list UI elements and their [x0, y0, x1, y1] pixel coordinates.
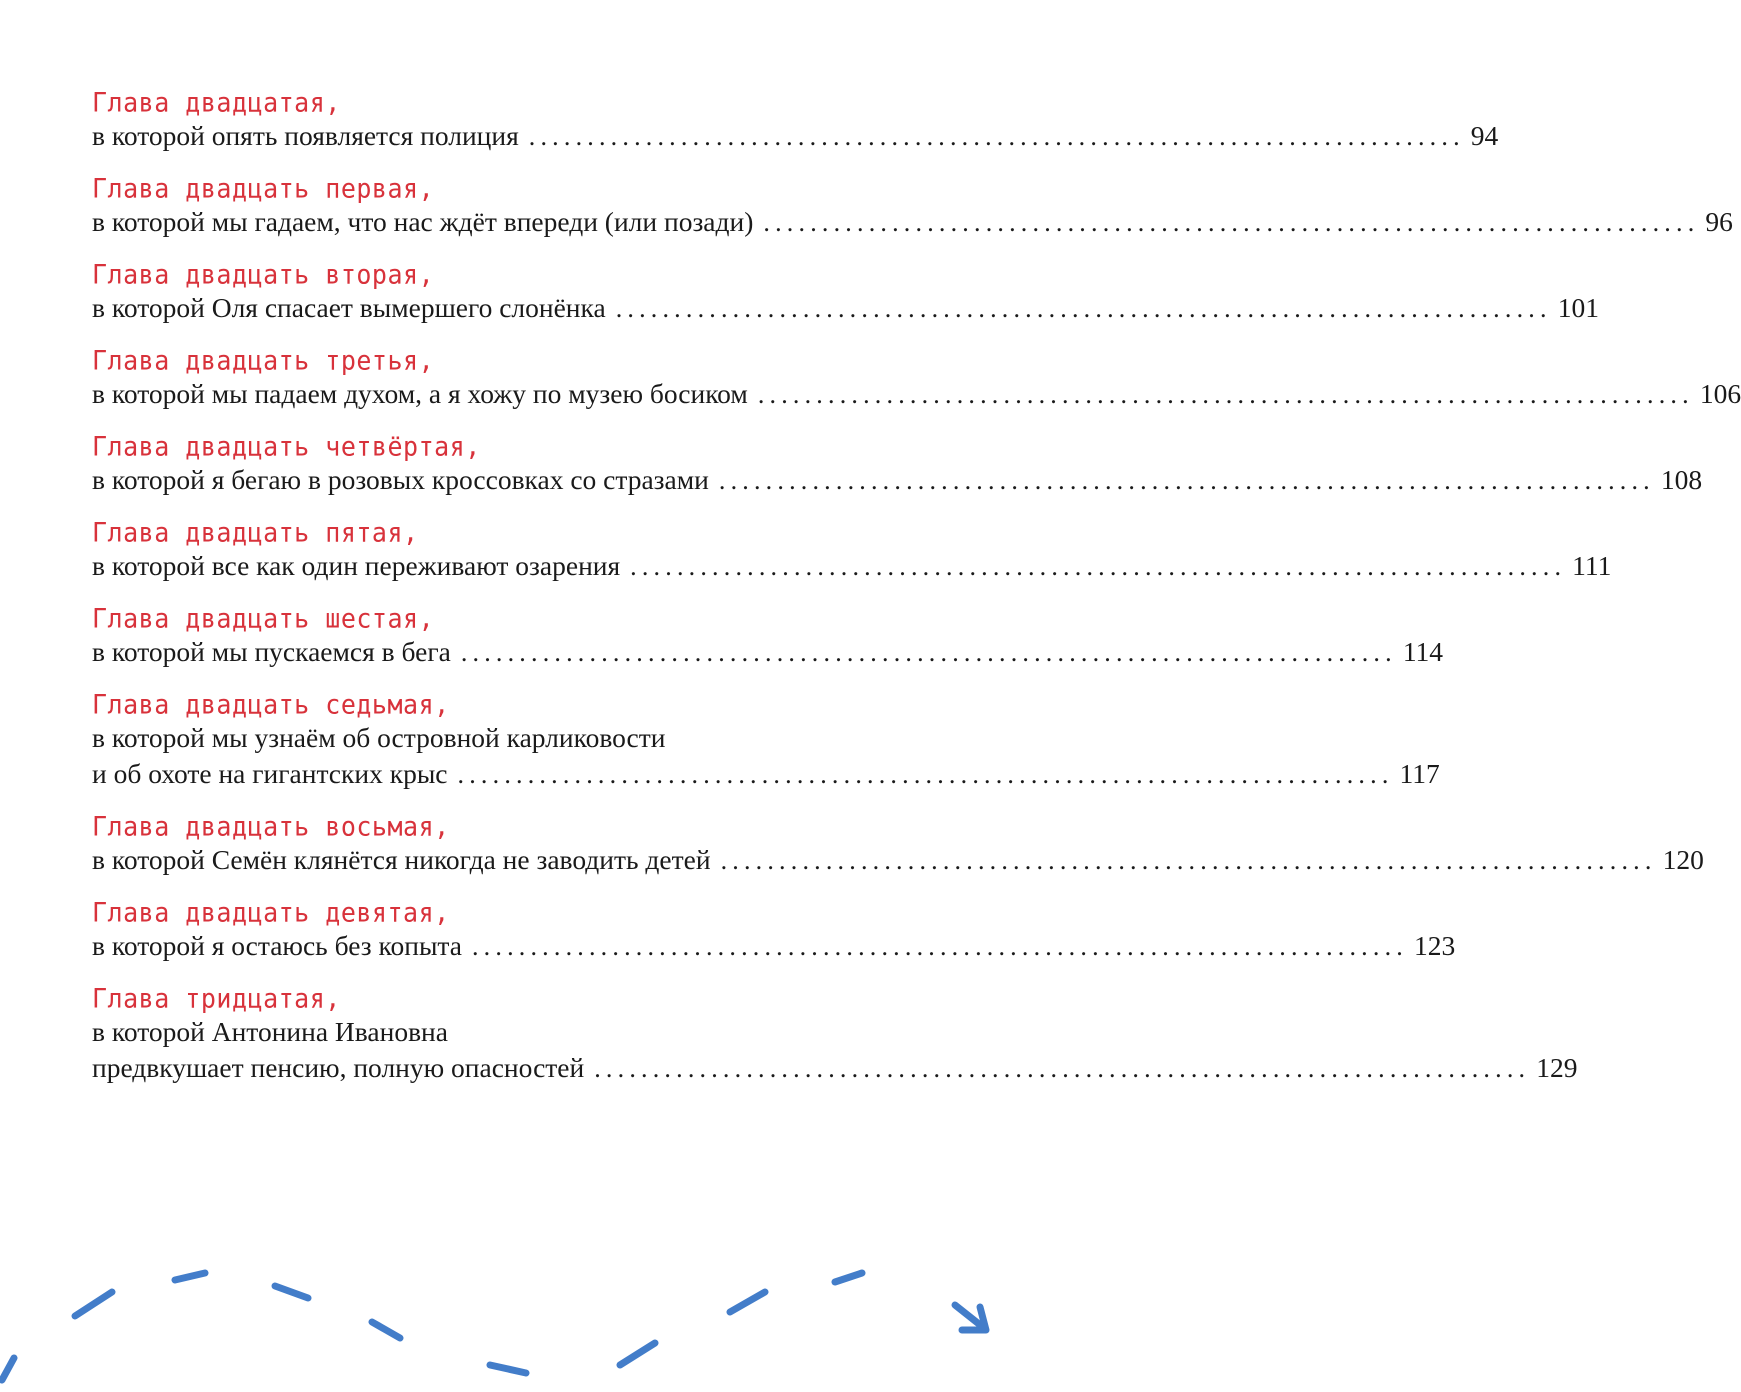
dot-leader: ................................................................................ — [757, 380, 1694, 409]
toc-line — [92, 842, 1704, 878]
dash-mark — [372, 1322, 400, 1338]
dash-mark — [620, 1343, 655, 1365]
chapter-title: Глава двадцатая, — [92, 87, 341, 118]
dash-mark — [490, 1365, 526, 1373]
chapter-subtitle: в которой мы гадаем, что нас ждёт впереди (или позади) — [92, 206, 754, 237]
chapter-title: Глава двадцать четвёртая, — [92, 431, 481, 462]
chapter-title: Глава двадцать девятая, — [92, 897, 450, 928]
dot-leader: ................................................................................ — [763, 208, 1700, 237]
chapter-subtitle: в которой опять появляется полиция — [92, 120, 519, 151]
chapter-subtitle: в которой мы падаем духом, а я хожу по музею босиком — [92, 378, 748, 409]
toc-entry[interactable] — [92, 517, 1612, 584]
toc-line — [92, 118, 1499, 154]
toc-line — [92, 376, 1741, 412]
page-number: 94 — [1470, 120, 1499, 151]
toc-entry[interactable] — [92, 431, 1703, 498]
toc-entry[interactable] — [92, 87, 1499, 154]
dot-leader: ................................................................................ — [457, 760, 1394, 789]
chapter-subtitle: предвкушает пенсию, полную опасностей — [92, 1052, 585, 1083]
toc-line — [92, 634, 1444, 670]
toc-line — [92, 204, 1733, 240]
dash-mark — [75, 1292, 112, 1316]
dot-leader: ................................................................................ — [460, 638, 1397, 667]
chapter-subtitle-line: в которой мы узнаём об островной карликовости — [92, 722, 666, 753]
toc-entry[interactable] — [92, 983, 1578, 1086]
toc-entry[interactable] — [92, 603, 1444, 670]
table-of-contents — [92, 87, 1741, 1106]
chapter-subtitle: в которой Оля спасает вымершего слонёнка — [92, 292, 606, 323]
dash-mark — [175, 1273, 205, 1280]
page-number: 108 — [1660, 464, 1703, 495]
chapter-subtitle: в которой Семён клянётся никогда не заводить детей — [92, 844, 711, 875]
chapter-subtitle: в которой мы пускаемся в бега — [92, 636, 451, 667]
dot-leader: ................................................................................ — [630, 552, 1567, 581]
page-number: 96 — [1705, 206, 1733, 237]
dash-mark — [275, 1286, 308, 1298]
chapter-title: Глава двадцать первая, — [92, 173, 435, 204]
page-number: 120 — [1662, 844, 1704, 875]
toc-entry[interactable] — [92, 897, 1456, 964]
page-number: 111 — [1572, 550, 1612, 581]
chapter-title: Глава тридцатая, — [92, 983, 341, 1014]
chapter-title: Глава двадцать седьмая, — [92, 689, 450, 720]
chapter-title: Глава двадцать восьмая, — [92, 811, 450, 842]
chapter-title: Глава двадцать вторая, — [92, 259, 435, 290]
toc-entry[interactable] — [92, 811, 1704, 878]
toc-line — [92, 548, 1612, 584]
chapter-subtitle: в которой я остаюсь без копыта — [92, 930, 462, 961]
toc-line — [92, 756, 1440, 792]
dash-mark — [2, 1358, 14, 1380]
page-number: 101 — [1557, 292, 1599, 323]
chapter-subtitle: в которой все как один переживают озарения — [92, 550, 621, 581]
toc-entry[interactable] — [92, 173, 1733, 240]
dot-leader: ................................................................................ — [615, 294, 1552, 323]
toc-entry[interactable] — [92, 259, 1599, 326]
chapter-title: Глава двадцать пятая, — [92, 517, 419, 548]
dash-mark — [730, 1292, 765, 1312]
dot-leader: ................................................................................ — [594, 1054, 1531, 1083]
page-number: 129 — [1536, 1052, 1578, 1083]
page-number: 123 — [1413, 930, 1456, 961]
toc-entry[interactable] — [92, 345, 1741, 412]
dot-leader: ................................................................................ — [720, 846, 1657, 875]
chapter-subtitle: и об охоте на гигантских крыс — [92, 758, 448, 789]
chapter-subtitle: в которой я бегаю в розовых кроссовках со стразами — [92, 464, 709, 495]
toc-line — [92, 462, 1703, 498]
toc-line — [92, 290, 1599, 326]
page-number: 117 — [1399, 758, 1440, 789]
chapter-title: Глава двадцать третья, — [92, 345, 435, 376]
toc-line — [92, 928, 1456, 964]
page-number: 114 — [1402, 636, 1444, 667]
toc-line — [92, 1050, 1578, 1086]
toc-entry[interactable] — [92, 689, 1440, 792]
dot-leader: ................................................................................ — [718, 466, 1655, 495]
dash-mark — [835, 1273, 862, 1282]
dot-leader: ................................................................................ — [471, 932, 1408, 961]
chapter-subtitle-line: в которой Антонина Ивановна — [92, 1016, 448, 1047]
chapter-title: Глава двадцать шестая, — [92, 603, 435, 634]
dot-leader: ................................................................................ — [528, 122, 1465, 151]
dashed-arrow-path-icon — [0, 1240, 1000, 1392]
page-number: 106 — [1699, 378, 1741, 409]
